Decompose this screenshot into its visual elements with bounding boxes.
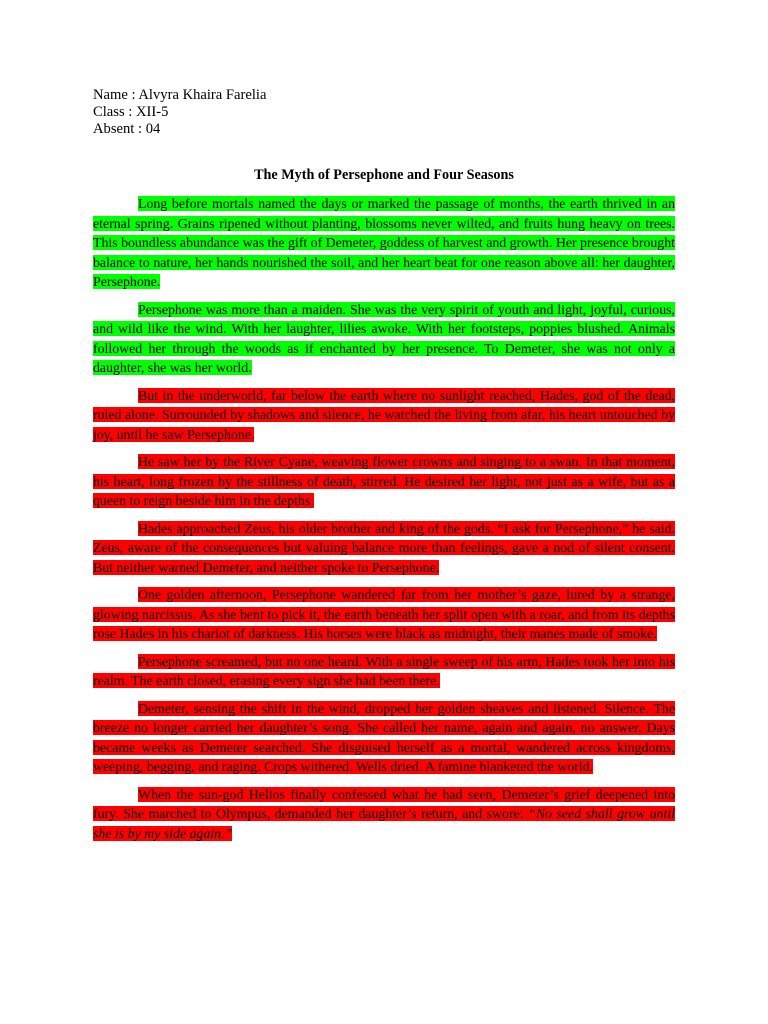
paragraph-6 [93,585,675,644]
paragraph-text: Long before mortals named the days or marked the passage of months, the earth thrived in an eternal spring. Grains ripened without planting, blossoms never wilted, and fruits hung heavy on trees. This boundless abundance was the gift of Demeter, goddess of harvest and growth. Her presence brought balance to nature, her hands nourished the soil, and her heart beat for one reason above all: her daughter, Persephone. [93,196,675,289]
paragraph-3 [93,386,675,445]
paragraph-7 [93,652,675,691]
paragraph-text: Hades approached Zeus, his older brother and king of the gods. “I ask for Persephone,” he said. Zeus, aware of the consequences but valuing balance more than feelings, gave a nod of silent consent. But neither warned Demeter, and neither spoke to Persephone. [93,520,675,575]
paragraph-text: Persephone screamed, but no one heard. With a single sweep of his arm, Hades took her into his realm. The earth closed, erasing every sign she had been there. [93,653,675,688]
paragraph-text: He saw her by the River Cyane, weaving flower crowns and singing to a swan. In that moment, his heart, long frozen by the stillness of death, stirred. He desired her light, not just as a wife, but as a queen to reign beside him in the depths. [93,454,675,508]
student-info [93,87,266,138]
paragraph-text: One golden afternoon, Persephone wandered far from her mother’s gaze, lured by a strange, glowing narcissus. As she bent to pick it, the earth beneath her split open with a roar, and from its depths rose Hades in his chariot of darkness. His horses were black as midnight, their manes made of smoke. [93,587,675,641]
paragraph-text: Persephone was more than a maiden. She was the very spirit of youth and light, joyful, curious, and wild like the wind. With her laughter, lilies awoke. With her footsteps, poppies blushed. Animals followed her through the woods as if enchanted by her presence. To Demeter, she was not only a daughter, she was her world. [93,301,675,375]
paragraph-5 [93,519,675,578]
paragraph-text: But in the underworld, far below the earth where no sunlight reached, Hades, god of the dead, ruled alone. Surrounded by shadows and silence, he watched the living from afar, his heart untouched by joy, until he saw Persephone. [93,387,675,442]
student-name: Name : Alvyra Khaira Farelia [93,87,267,103]
document-title: The Myth of Persephone and Four Seasons [254,167,514,183]
document-body [93,194,675,851]
student-absent-number: Absent : 04 [93,121,161,137]
paragraph-4 [93,452,675,511]
paragraph-text: Demeter, sensing the shift in the wind, dropped her golden sheaves and listened. Silence. The breeze no longer carried her daughter’s song. She called her name, again and again, no answer. Days became weeks as Demeter searched. She disguised herself as a mortal, wandered across kingdoms, weeping, begging, and raging. Crops withered. Wells dried. A famine blanketed the world. [93,700,675,774]
demeter-oath-quote: “No seed shall grow until she is by my side again.” [93,806,675,841]
paragraph-text: When the sun-god Helios finally confessed what he had seen, Demeter’s grief deepened into fury. She marched to Olympus, demanded her daughter’s return, and swore: [93,786,675,821]
paragraph-1 [93,194,675,292]
student-class: Class : XII-5 [93,104,169,120]
paragraph-2 [93,300,675,378]
paragraph-9 [93,785,675,844]
paragraph-8 [93,699,675,777]
